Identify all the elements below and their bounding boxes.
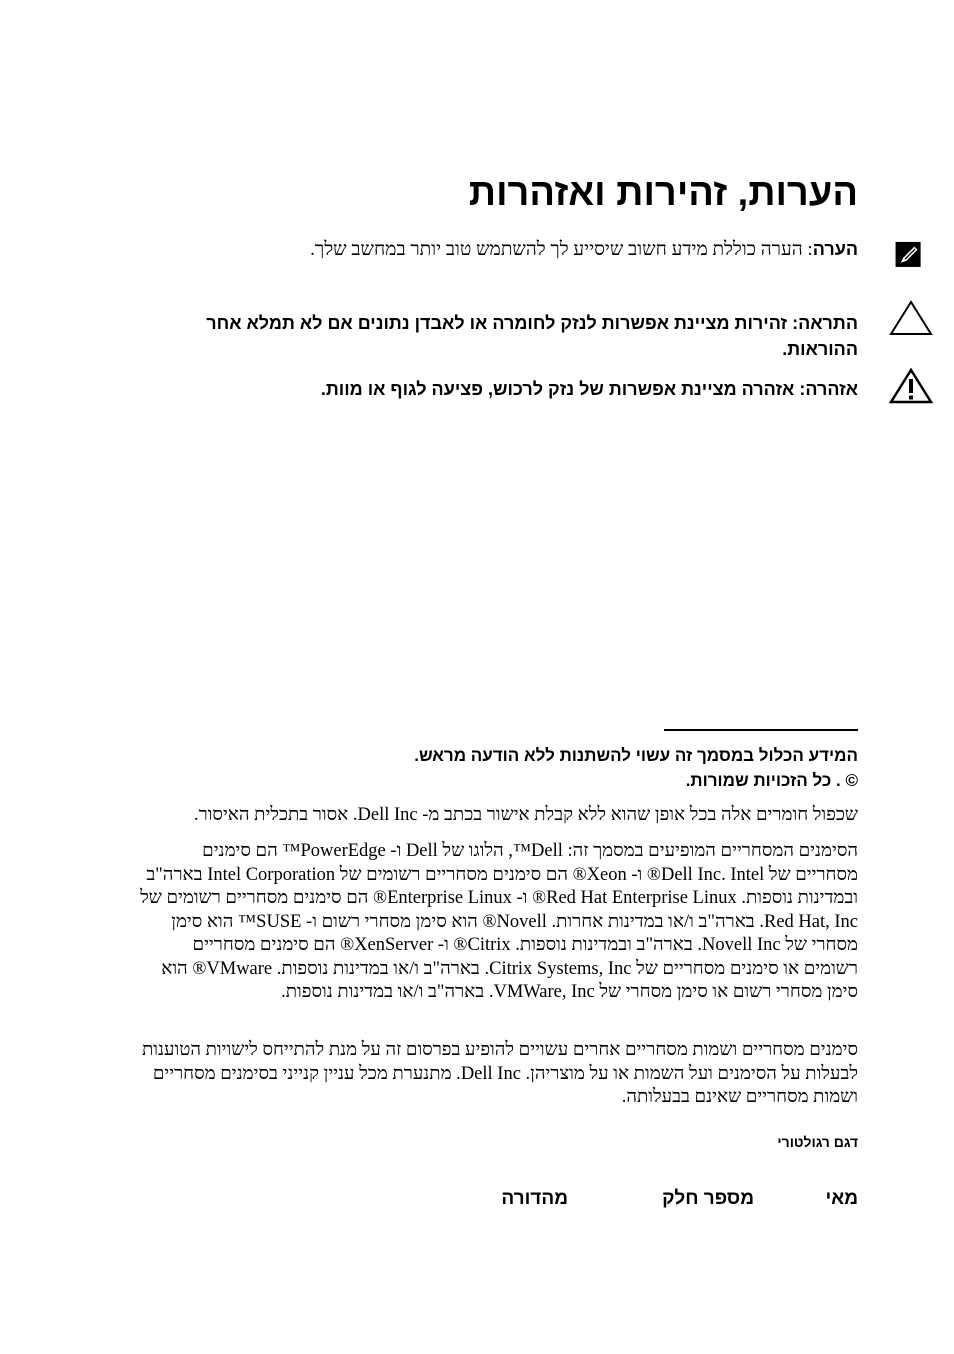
reproduction-paragraph: שכפול חומרים אלה בכל אופן שהוא ללא קבלת אישור בכתב מ- Dell Inc. אסור בתכלית האיסור. bbox=[193, 805, 858, 825]
copyright-line: © . כל הזכויות שמורות. bbox=[685, 771, 858, 790]
warning-notice bbox=[138, 376, 858, 402]
other-trademarks-paragraph: סימנים מסחריים ושמות מסחריים אחרים עשויים להופיע בפרסום זה על מנת להתייחס לישויות הטוענות לבעלות על הסימנים ועל השמות או על מוצריהן. Dell Inc. מתנערת מכל עניין קנייני בסימנים מסחריים ושמות מסחריים שאינם בבעלותה. bbox=[141, 1040, 858, 1107]
page-title: הערות, זהירות ואזהרות bbox=[468, 172, 858, 214]
date-label: מאי bbox=[825, 1188, 858, 1209]
warning-label: אזהרה bbox=[805, 379, 858, 399]
warning-triangle-exclamation-icon bbox=[888, 366, 934, 406]
note-text: : הערה כוללת מידע חשוב שיסייע לך להשתמש טוב יותר במחשב שלך. bbox=[310, 239, 813, 260]
copyright-notice-line: המידע הכלול במסמך זה עשוי להשתנות ללא הודעה מראש. bbox=[414, 746, 858, 765]
divider-rule bbox=[664, 729, 858, 731]
caution-triangle-icon bbox=[888, 298, 934, 338]
warning-text: : אזהרה מציינת אפשרות של נזק לרכוש, פציעה לגוף או מוות. bbox=[320, 379, 806, 399]
note-notice bbox=[138, 236, 858, 263]
revision-label: מהדורה bbox=[501, 1188, 568, 1209]
note-label: הערה bbox=[812, 239, 858, 259]
pencil-note-icon bbox=[894, 238, 930, 274]
part-number-label: מספר חלק bbox=[662, 1188, 754, 1209]
caution-label: התראה bbox=[798, 313, 858, 333]
regulatory-model-label: דגם רגולטורי bbox=[777, 1134, 858, 1150]
caution-text: : זהירות מציינת אפשרות לנזק לחומרה או לאבדן נתונים אם לא תמלא אחר ההוראות. bbox=[206, 313, 858, 359]
caution-notice bbox=[138, 310, 858, 362]
trademarks-paragraph: הסימנים המסחריים המופיעים במסמך זה: Dell™, הלוגו של Dell ו- PowerEdge™ הם סימנים מסחריים של Dell Inc. Intel® ו- Xeon® הם סימנים מסחריים רשומים של Intel Corporation בארה"ב ובמדינות נוספות. Red Hat Enterprise Linux® ו- Enterprise Linux® הם סימנים מסחריים רשומים של Red Hat, Inc. בארה"ב ו/או במדינות אחרות. Novell® הוא סימן מסחרי רשום ו- SUSE™ הוא סימן מסחרי של Novell Inc. בארה"ב ובמדינות נוספות. Citrix® ו- XenServer® הם סימנים מסחריים רשומים או סימנים מסחריים של Citrix Systems, Inc. בארה"ב ו/או במדינות נוספות. VMware® הוא סימן מסחרי רשום או סימן מסחרי של VMWare, Inc. בארה"ב ו/או במדינות נוספות. bbox=[140, 841, 858, 1002]
